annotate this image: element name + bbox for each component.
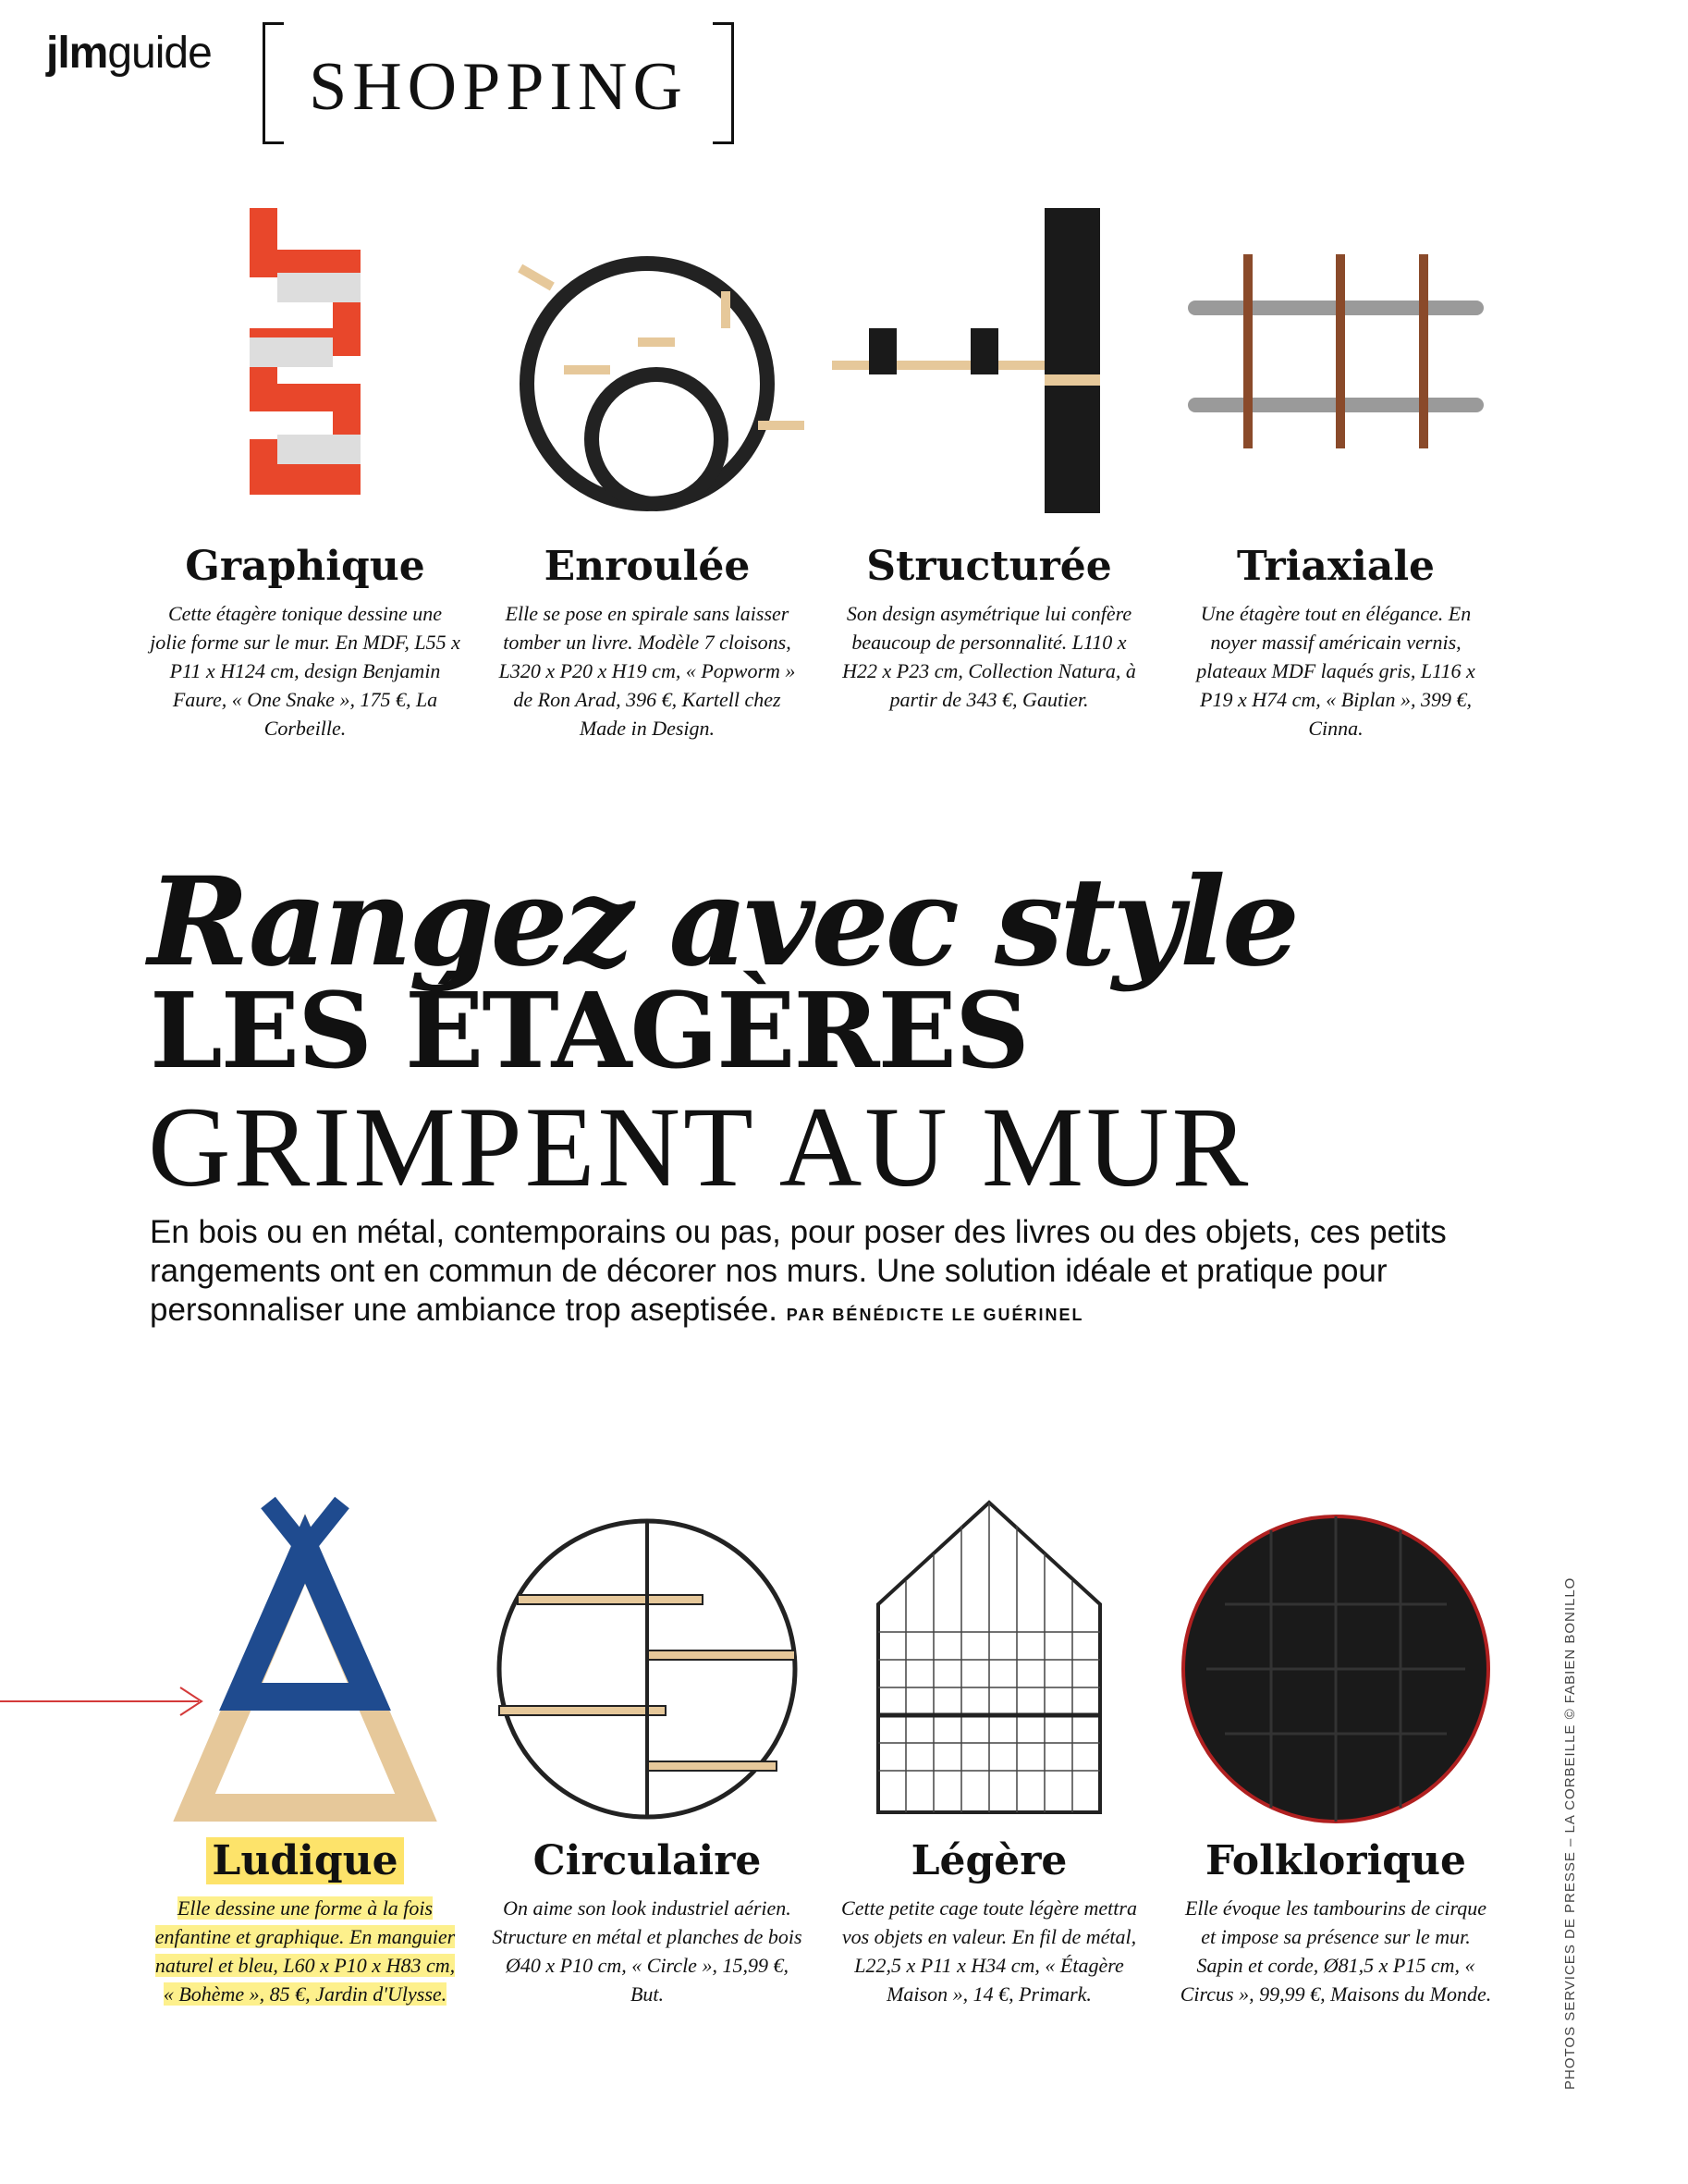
product-description: Son design asymétrique lui confère beaucoup de personnalité. L110 x H22 x P23 cm, Collection Natura, à partir de 343 €, Gautier. bbox=[842, 602, 1136, 711]
title-bold: LES ÉTAGÈRES bbox=[150, 971, 1028, 1092]
product-name: Ludique bbox=[206, 1837, 403, 1884]
product-triaxiale bbox=[1169, 199, 1502, 742]
graphique-shelf-image bbox=[139, 199, 471, 532]
product-name: Structurée bbox=[866, 543, 1112, 590]
triaxiale-shelf-image bbox=[1169, 199, 1502, 532]
right-bracket bbox=[713, 22, 734, 144]
structuree-shelf-image bbox=[823, 199, 1156, 532]
product-description: Cette petite cage toute légère mettra vos objets en valeur. En fil de métal, L22,5 x P11 x H34 cm, « Étagère Maison », 14 €, Primark. bbox=[841, 1896, 1137, 2006]
product-name: Folklorique bbox=[1205, 1837, 1467, 1884]
photo-credit: PHOTOS SERVICES DE PRESSE – LA CORBEILLE © FABIEN BONILLO bbox=[1562, 1577, 1578, 2090]
legere-shelf-image bbox=[823, 1493, 1156, 1826]
product-circulaire bbox=[481, 1493, 813, 2008]
product-name: Triaxiale bbox=[1236, 543, 1436, 590]
enroulee-shelf-image bbox=[481, 199, 813, 532]
byline: PAR BÉNÉDICTE LE GUÉRINEL bbox=[786, 1306, 1084, 1324]
product-description: Cette étagère tonique dessine une jolie forme sur le mur. En MDF, L55 x P11 x H124 cm, design Benjamin Faure, « One Snake », 175 €, La Corbeille. bbox=[150, 602, 460, 740]
title-light: GRIMPENT AU MUR bbox=[148, 1084, 1252, 1210]
brand-logo bbox=[46, 28, 212, 79]
product-name: Légère bbox=[911, 1837, 1068, 1884]
product-name: Graphique bbox=[185, 543, 425, 590]
circulaire-shelf-image bbox=[481, 1493, 813, 1826]
product-ludique bbox=[139, 1493, 471, 2008]
ludique-shelf-image bbox=[139, 1493, 471, 1826]
product-description: Elle dessine une forme à la fois enfantine et graphique. En manguier naturel et bleu, L60 x P10 x H83 cm, « Bohème », 85 €, Jardin d'Ulysse. bbox=[154, 1896, 456, 2006]
product-name: Enroulée bbox=[544, 543, 751, 590]
title-script: Rangez avec style bbox=[148, 851, 1297, 994]
product-description: Elle évoque les tambourins de cirque et impose sa présence sur le mur. Sapin et corde, Ø81,5 x P15 cm, « Circus », 99,99 €, Maisons du Monde. bbox=[1180, 1896, 1492, 2006]
section-label: SHOPPING bbox=[309, 49, 688, 125]
product-name: Circulaire bbox=[532, 1837, 762, 1884]
product-description: Elle se pose en spirale sans laisser tomber un livre. Modèle 7 cloisons, L320 x P20 x H19 cm, « Popworm » de Ron Arad, 396 €, Kartell chez Made in Design. bbox=[498, 602, 796, 740]
product-folklorique bbox=[1169, 1493, 1502, 2008]
product-structuree bbox=[823, 199, 1156, 714]
product-legere bbox=[823, 1493, 1156, 2008]
product-enroulee bbox=[481, 199, 813, 742]
brand-bold: jlm bbox=[46, 29, 108, 78]
annotation-arrow-icon bbox=[0, 1683, 213, 1720]
product-description: Une étagère tout en élégance. En noyer massif américain vernis, plateaux MDF laqués gris, L116 x P19 x H74 cm, « Biplan », 399 €, Cinna. bbox=[1196, 602, 1475, 740]
product-graphique bbox=[139, 199, 471, 742]
product-description: On aime son look industriel aérien. Structure en métal et planches de bois Ø40 x P10 cm, « Circle », 15,99 €, But. bbox=[492, 1896, 802, 2006]
lede-paragraph bbox=[150, 1213, 1462, 1334]
section-header bbox=[263, 22, 734, 139]
lede-text: En bois ou en métal, contemporains ou pas, pour poser des livres ou des objets, ces petits rangements ont en commun de décorer nos murs. Une solution idéale et pratique pour personnaliser une ambiance trop aseptisée. bbox=[150, 1214, 1447, 1328]
folklorique-shelf-image bbox=[1169, 1493, 1502, 1826]
brand-light: guide bbox=[107, 29, 212, 78]
